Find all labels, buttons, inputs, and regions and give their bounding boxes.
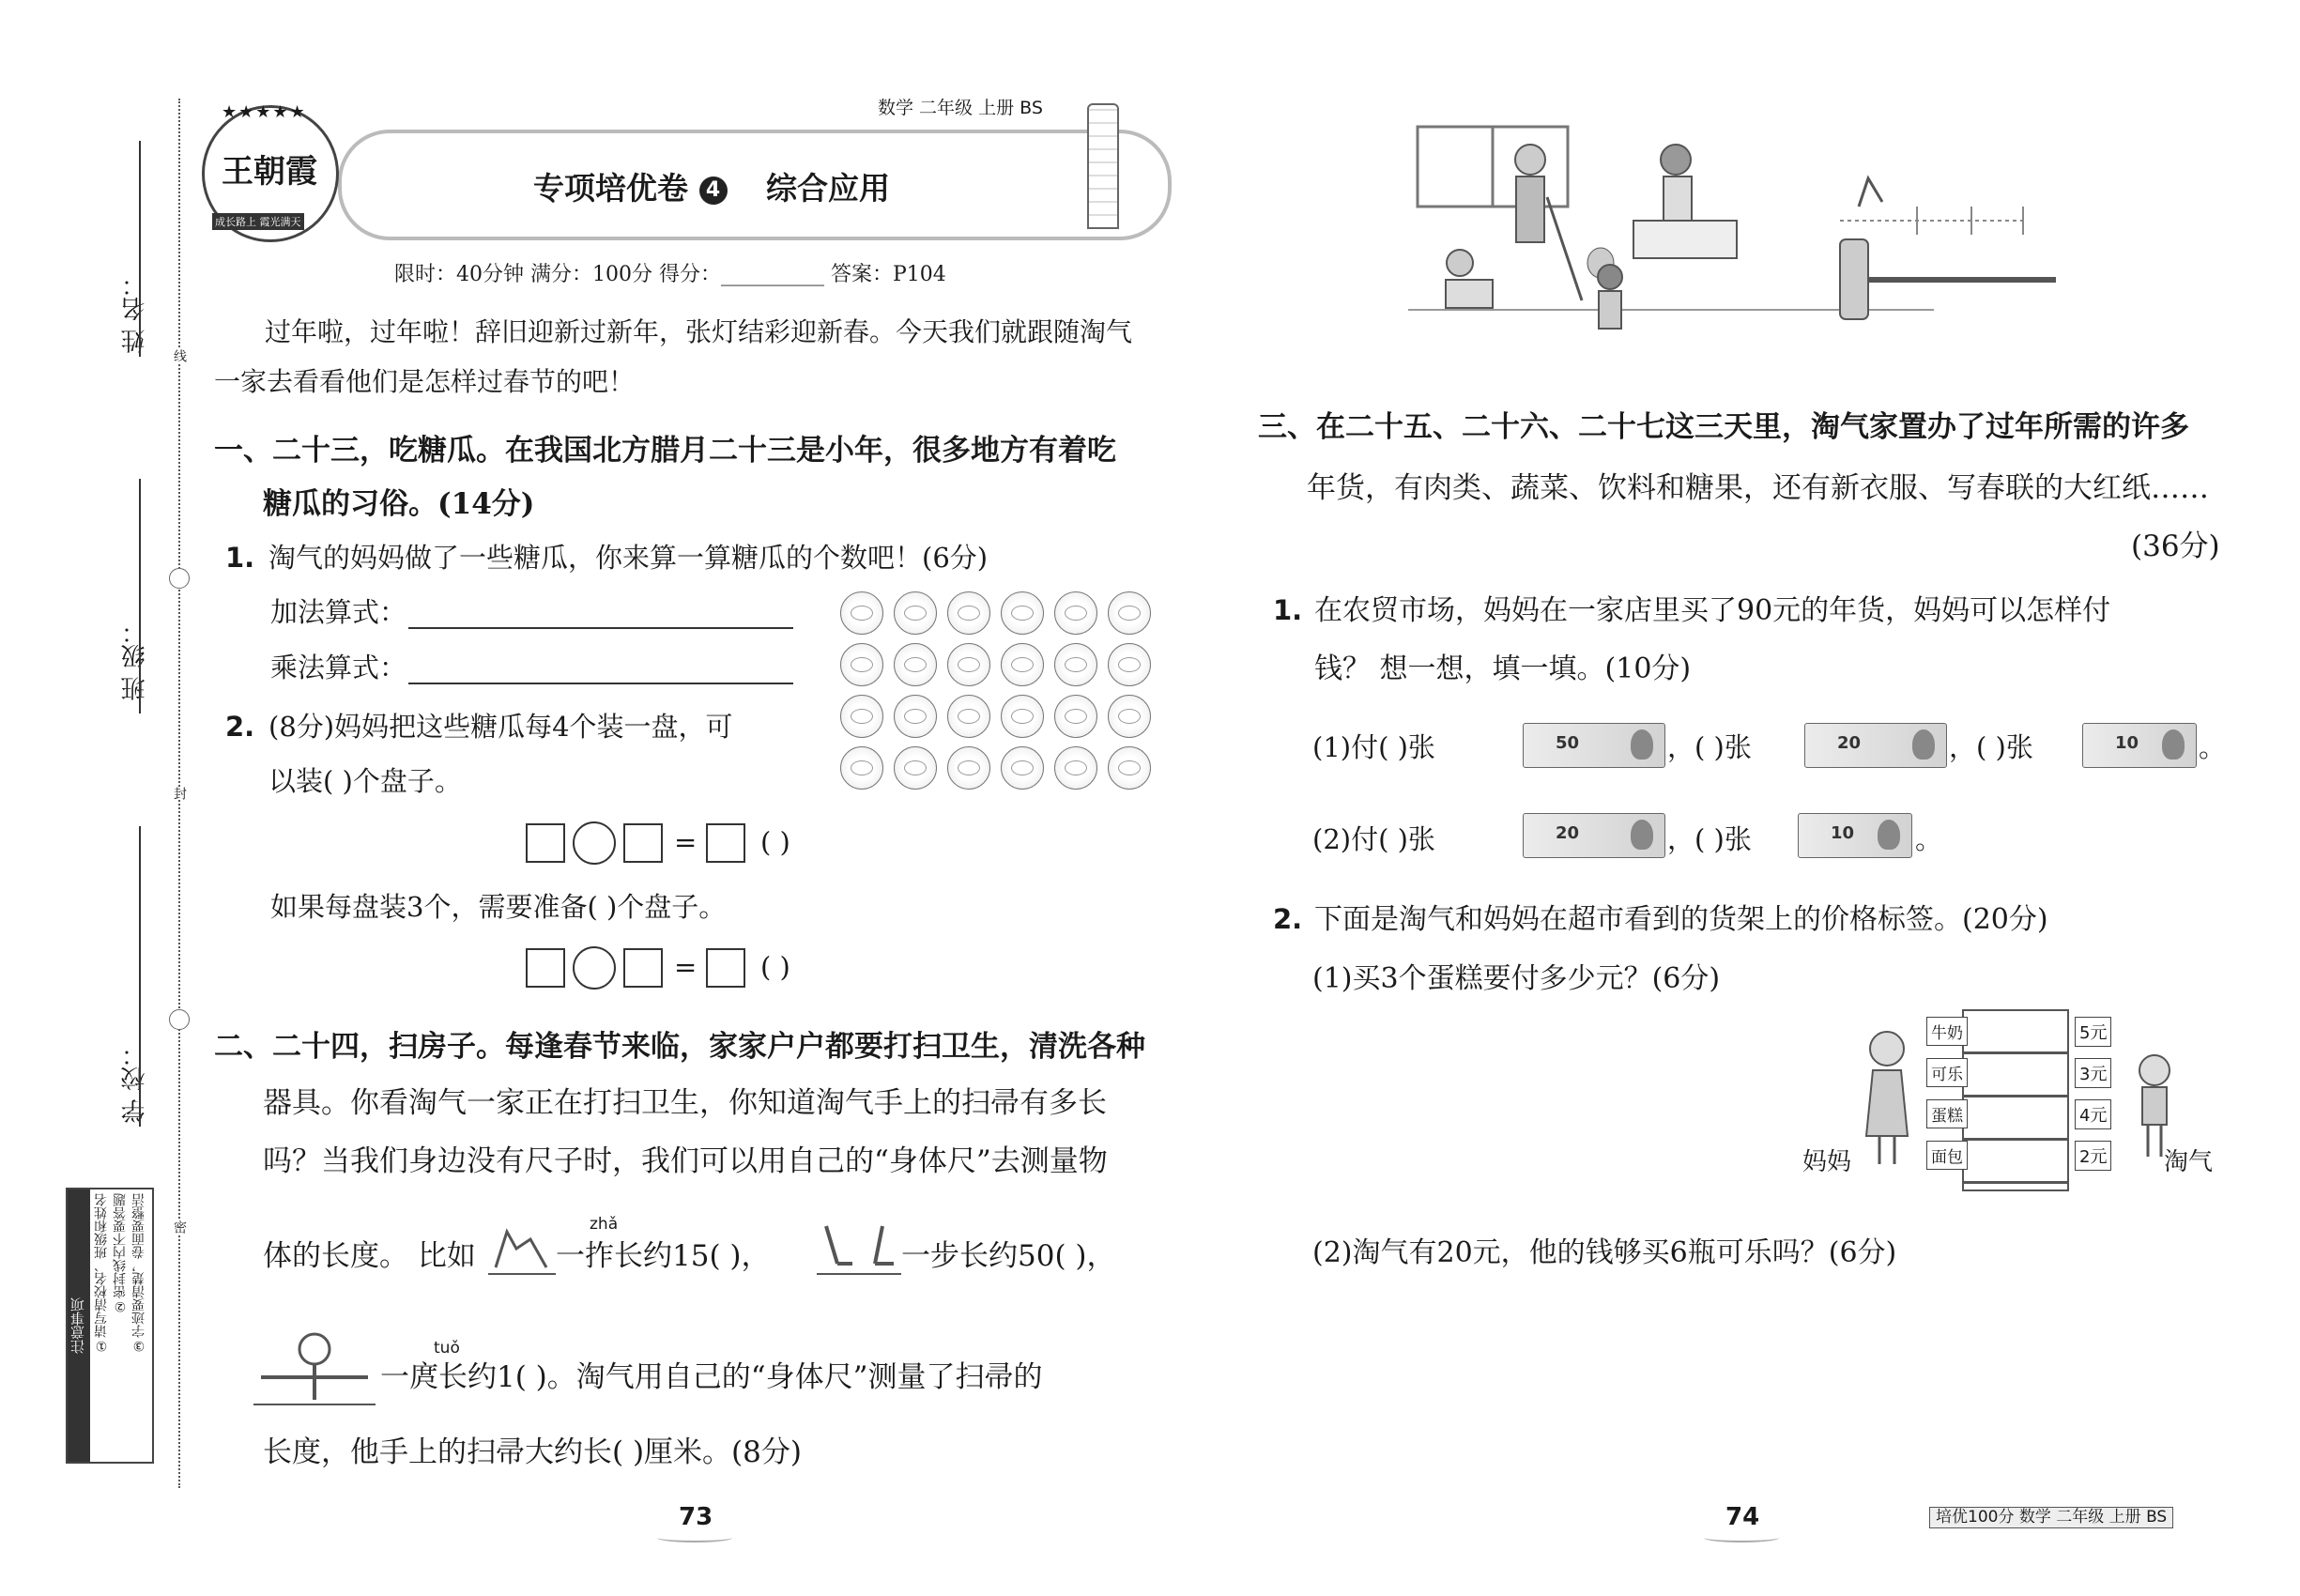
- shelf-label: 蛋糕: [1926, 1099, 1968, 1128]
- answer-line-add[interactable]: [408, 627, 793, 629]
- candy-icon: [1001, 643, 1044, 686]
- bill-value: 20: [1556, 823, 1580, 843]
- banknote-10-icon: [2082, 723, 2197, 768]
- bill-value: 10: [1831, 823, 1855, 843]
- section-text: 长度，他手上的扫帚大约长( )厘米。(8分): [263, 1435, 802, 1469]
- candy-icon: [947, 746, 990, 790]
- question-number: 2.: [1273, 903, 1303, 935]
- title-number: 4: [699, 176, 728, 205]
- candy-icon: [1054, 746, 1097, 790]
- label: 乘法算式：: [270, 652, 407, 683]
- sub-question: (1)买3个蛋糕要付多少元？(6分): [1312, 962, 1721, 995]
- pinyin: zhǎ: [590, 1215, 619, 1234]
- question-number: 1.: [1273, 594, 1303, 626]
- notes-box: [66, 1188, 154, 1464]
- banknote-20-icon: [1523, 813, 1665, 858]
- mom-figure: [1859, 1028, 1915, 1169]
- candy-icon: [1054, 591, 1097, 635]
- title-main: 综合应用: [766, 170, 890, 207]
- candy-icon: [894, 695, 937, 738]
- pay-text: 。: [1915, 823, 1943, 855]
- pay-text[interactable]: (2)付( )张: [1312, 823, 1435, 855]
- notes-title: 注意事项: [68, 1189, 90, 1462]
- candy-icon: [1108, 746, 1151, 790]
- unit-paren[interactable]: ( ): [760, 826, 790, 858]
- price-tag: 2元: [2075, 1141, 2111, 1171]
- price-tag: 5元: [2075, 1017, 2111, 1047]
- section-title: 糖瓜的习俗。(14分): [263, 487, 535, 521]
- footer-tag: 培优100分 数学 二年级 上册 BS: [1929, 1507, 2173, 1528]
- unit-paren[interactable]: ( ): [760, 951, 790, 983]
- price-tag: 3元: [2075, 1058, 2111, 1088]
- logo-sub: 成长路上 霞光满天: [212, 213, 304, 230]
- question-text: 钱？ 想一想，填一填。(10分): [1314, 652, 1692, 685]
- answer-box[interactable]: [706, 823, 745, 863]
- pinyin: tuǒ: [434, 1339, 460, 1358]
- candy-icon: [840, 591, 883, 635]
- page-wave: [657, 1533, 732, 1542]
- lighthouse-icon: [1087, 103, 1119, 229]
- subject-line: 数学 二年级 上册 BS: [878, 98, 1043, 118]
- section-title: 一、二十三，吃糖瓜。在我国北方腊月二十三是小年，很多地方有着吃: [214, 434, 1116, 468]
- section-title: 三、在二十五、二十六、二十七这三天里，淘气家置办了过年所需的许多: [1258, 410, 2189, 444]
- section-text: 吗？当我们身边没有尺子时，我们可以用自己的“身体尺”去测量物: [263, 1144, 1108, 1178]
- bill-value: 10: [2115, 733, 2139, 753]
- title-prefix: 专项培优卷: [533, 170, 688, 207]
- candy-icon: [1001, 746, 1044, 790]
- shelf-label: 面包: [1926, 1141, 1968, 1170]
- page-number: 73: [679, 1503, 713, 1531]
- broom-measure-illustration: [1831, 150, 2065, 329]
- taoqi-label: 淘气: [2164, 1148, 2214, 1176]
- banknote-20-icon: [1804, 723, 1947, 768]
- pay-text[interactable]: ，( )张: [1667, 823, 1752, 855]
- arm-span-icon: [253, 1328, 376, 1405]
- candy-icon: [840, 643, 883, 686]
- logo-stars: ★★★★★: [222, 102, 307, 122]
- candy-icon: [947, 591, 990, 635]
- candy-icon: [947, 643, 990, 686]
- intro-line: 过年啦，过年啦！辞旧迎新过新年，张灯结彩迎新春。今天我们就跟随淘气: [265, 316, 1133, 347]
- question-text: 以装( )个盘子。: [268, 765, 462, 797]
- pay-text[interactable]: ，( )张: [1667, 731, 1752, 763]
- question-number: 1.: [225, 542, 255, 574]
- pay-text: 。: [2199, 731, 2227, 763]
- note-item: ①请写清校名、班级和姓名: [94, 1193, 109, 1353]
- candy-icon: [1054, 643, 1097, 686]
- candy-icon: [840, 746, 883, 790]
- hand-span-icon: [488, 1220, 556, 1275]
- operator-circle[interactable]: [573, 946, 616, 990]
- question-text: 下面是淘气和妈妈在超市看到的货架上的价格标签。(20分): [1314, 903, 2048, 936]
- price-tag: 4元: [2075, 1099, 2111, 1129]
- cut-mark: 密: [172, 1220, 187, 1234]
- answer-box[interactable]: [526, 948, 565, 988]
- page-wave: [1704, 1533, 1779, 1542]
- sub-question: (2)淘气有20元，他的钱够买6瓶可乐吗？(6分): [1312, 1236, 1897, 1269]
- logo-name: 王朝霞: [222, 153, 317, 191]
- logo: [202, 102, 339, 242]
- shelf-frame: [1962, 1009, 2069, 1191]
- school-field[interactable]: [139, 826, 141, 1127]
- candy-icon: [894, 591, 937, 635]
- scissor-icon: [169, 1009, 190, 1030]
- answer-box[interactable]: [623, 823, 663, 863]
- equals-sign: =: [674, 826, 698, 858]
- exam-info: 限时：40分钟 满分：100分 得分：__________ 答案：P104: [394, 263, 946, 286]
- shelf-label: 牛奶: [1926, 1017, 1968, 1046]
- candy-icon: [1001, 695, 1044, 738]
- pay-text[interactable]: ，( )张: [1949, 731, 2033, 763]
- shelf-label: 可乐: [1926, 1058, 1968, 1087]
- candy-icon: [894, 643, 937, 686]
- name-field[interactable]: [139, 141, 141, 357]
- taoqi-figure: [2131, 1051, 2178, 1164]
- candy-icon: [1108, 695, 1151, 738]
- mom-label: 妈妈: [1802, 1148, 1852, 1176]
- intro-line: 一家去看看他们是怎样过春节的吧！: [214, 366, 636, 397]
- cut-mark: 封: [172, 787, 187, 800]
- question-text: (8分)妈妈把这些糖瓜每4个装一盘，可: [268, 711, 733, 743]
- class-field[interactable]: [139, 479, 141, 714]
- section-text: 一庹长约1( )。淘气用自己的“身体尺”测量了扫帚的: [380, 1360, 1043, 1394]
- section-text: 一拃长约15( )，: [556, 1239, 771, 1273]
- bill-value: 20: [1837, 733, 1862, 753]
- step-icon: [817, 1219, 901, 1275]
- bill-value: 50: [1556, 733, 1580, 753]
- equation-row: [526, 946, 864, 993]
- equals-sign: =: [674, 951, 698, 983]
- candy-icon: [1108, 591, 1151, 635]
- section-text: 器具。你看淘气一家正在打扫卫生，你知道淘气手上的扫帚有多长: [263, 1086, 1107, 1120]
- answer-box[interactable]: [623, 948, 663, 988]
- pay-text[interactable]: (1)付( )张: [1312, 731, 1435, 763]
- section-text: 一步长约50( )，: [901, 1239, 1116, 1273]
- class-label: 班 级：: [121, 620, 149, 701]
- school-label: 学 校：: [121, 1042, 149, 1124]
- note-item: ②密封线内不要答题: [113, 1193, 128, 1313]
- section-title: 二、二十四，扫房子。每逢春节来临，家家户户都要打扫卫生，清洗各种: [214, 1030, 1145, 1064]
- cut-mark: 线: [172, 349, 187, 362]
- candy-icon: [894, 746, 937, 790]
- operator-circle[interactable]: [573, 821, 616, 865]
- page-number: 74: [1725, 1503, 1760, 1531]
- question-text: 在农贸市场，妈妈在一家店里买了90元的年货，妈妈可以怎样付: [1314, 594, 2111, 627]
- section-score: (36分): [2131, 529, 2220, 563]
- candy-icon: [1108, 643, 1151, 686]
- question-number: 2.: [225, 711, 255, 743]
- candy-icon: [947, 695, 990, 738]
- page-title: [533, 164, 890, 208]
- banknote-10-icon: [1798, 813, 1912, 858]
- equation-row: [526, 821, 864, 868]
- question-text: 如果每盘装3个，需要准备( )个盘子。: [270, 891, 727, 923]
- answer-box[interactable]: [706, 948, 745, 988]
- section-text: 年货，有肉类、蔬菜、饮料和糖果，还有新衣服、写春联的大红纸……: [1307, 471, 2209, 505]
- question-text: 淘气的妈妈做了一些糖瓜，你来算一算糖瓜的个数吧！(6分): [268, 542, 989, 574]
- banknote-50-icon: [1523, 723, 1665, 768]
- section-text: 体的长度。 比如: [263, 1239, 476, 1273]
- candy-grid: [840, 591, 1159, 789]
- answer-box[interactable]: [526, 823, 565, 863]
- answer-line-mul[interactable]: [408, 683, 793, 684]
- name-label: 姓 名：: [121, 272, 149, 354]
- scissor-icon: [169, 568, 190, 589]
- candy-icon: [840, 695, 883, 738]
- label: 加法算式：: [270, 596, 407, 628]
- note-item: ③字迹要清楚，卷面要整洁: [131, 1193, 146, 1353]
- candy-icon: [1001, 591, 1044, 635]
- candy-icon: [1054, 695, 1097, 738]
